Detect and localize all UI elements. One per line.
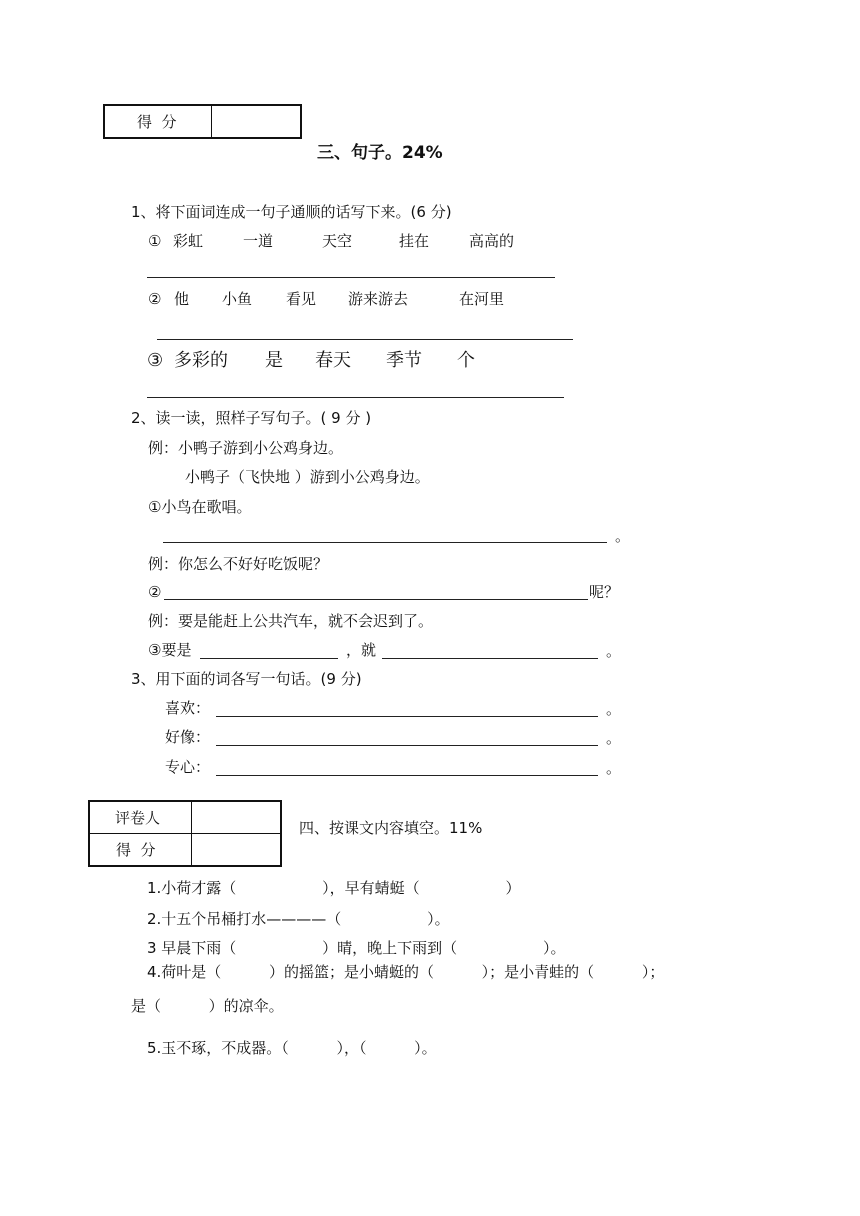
- score-label: [105, 106, 212, 137]
- grader-box: [88, 800, 282, 867]
- q1-item3-word: 个: [457, 350, 475, 371]
- q2-item1: ①小鸟在歌唱。: [148, 498, 252, 516]
- q1-item2-word: 小鱼: [222, 290, 253, 308]
- q2-item1-end: 。: [615, 527, 631, 545]
- answer-line[interactable]: [147, 277, 555, 278]
- q1-prompt: 1、将下面词连成一句子通顺的话写下来。(6 分): [131, 203, 452, 221]
- section4-item: 2.十五个吊桶打水————（ ）。: [147, 910, 450, 928]
- section4-item: 3 早晨下雨（ ）晴，晚上下雨到（ ）。: [147, 939, 566, 957]
- q2-example2: 例：你怎么不好好吃饭呢？: [148, 555, 329, 573]
- q1-item1-num: ①: [148, 232, 162, 250]
- q2-item2-num: ②: [148, 583, 162, 601]
- q3-word: 好像：: [165, 728, 211, 746]
- q2-example1b: 小鸭子（飞快地 ）游到小公鸡身边。: [185, 468, 430, 486]
- q1-item2-word: 游来游去: [348, 290, 409, 308]
- q2-item3-b: ，就: [346, 641, 377, 659]
- section4-item: 1.小荷才露（ ），早有蜻蜓（ ）: [147, 879, 521, 897]
- answer-line[interactable]: [382, 658, 598, 659]
- q3-word: 专心：: [165, 758, 211, 776]
- answer-line[interactable]: [164, 599, 588, 600]
- section-4-title: 四、按课文内容填空。11%: [299, 819, 483, 837]
- section-3-title: 三、句子。24%: [317, 143, 443, 163]
- grader-score-label-cell: [90, 834, 192, 865]
- q1-item2-num: ②: [148, 290, 162, 308]
- answer-line[interactable]: [163, 542, 607, 543]
- q3-end: 。: [606, 700, 622, 718]
- score-box-top: [103, 104, 302, 139]
- grader-label-cell: [90, 802, 192, 834]
- answer-line[interactable]: [216, 745, 598, 746]
- section4-item: 是（ ）的凉伞。: [131, 997, 284, 1015]
- answer-line[interactable]: [157, 339, 573, 340]
- q2-prompt: 2、读一读，照样子写句子。( 9 分 ): [131, 409, 372, 427]
- q2-example1: 例：小鸭子游到小公鸡身边。: [148, 439, 344, 457]
- q3-end: 。: [606, 759, 622, 777]
- grader-score-label: 得 分: [116, 841, 156, 859]
- section4-item: 5.玉不琢，不成器。（ ），（ ）。: [147, 1039, 437, 1057]
- q1-item3-word: 是: [265, 350, 283, 371]
- q2-example3: 例：要是能赶上公共汽车，就不会迟到了。: [148, 612, 434, 630]
- q1-item3-word: 春天: [315, 350, 351, 371]
- q1-item1-word: 彩虹: [173, 232, 204, 250]
- q2-item3-a: ③要是: [148, 641, 192, 659]
- q1-item3-word: 季节: [386, 350, 422, 371]
- q1-item2-word: 他: [174, 290, 190, 308]
- q3-word: 喜欢：: [165, 699, 211, 717]
- q1-item1-word: 天空: [322, 232, 353, 250]
- grader-score-value-cell[interactable]: [192, 834, 280, 865]
- grader-value-cell[interactable]: [192, 802, 280, 834]
- q3-prompt: 3、用下面的词各写一句话。(9 分): [131, 670, 362, 688]
- q1-item3-word: 多彩的: [174, 350, 228, 371]
- q3-end: 。: [606, 729, 622, 747]
- q1-item2-word: 看见: [286, 290, 317, 308]
- score-label-text: 得 分: [137, 113, 177, 131]
- section4-item: 4.荷叶是（ ）的摇篮；是小蜻蜓的（ ）；是小青蛙的（ ）；: [147, 963, 665, 981]
- q1-item1-word: 挂在: [399, 232, 430, 250]
- answer-line[interactable]: [216, 775, 598, 776]
- q1-item2-word: 在河里: [459, 290, 505, 308]
- answer-line[interactable]: [200, 658, 338, 659]
- score-value-cell[interactable]: [212, 106, 300, 137]
- q2-item3-end: 。: [606, 642, 622, 660]
- q2-item2-end: 呢？: [589, 583, 620, 601]
- q1-item1-word: 一道: [243, 232, 274, 250]
- answer-line[interactable]: [147, 397, 564, 398]
- q1-item3-num: ③: [147, 350, 164, 371]
- q1-item1-word: 高高的: [469, 232, 515, 250]
- answer-line[interactable]: [216, 716, 598, 717]
- grader-label: 评卷人: [115, 809, 161, 827]
